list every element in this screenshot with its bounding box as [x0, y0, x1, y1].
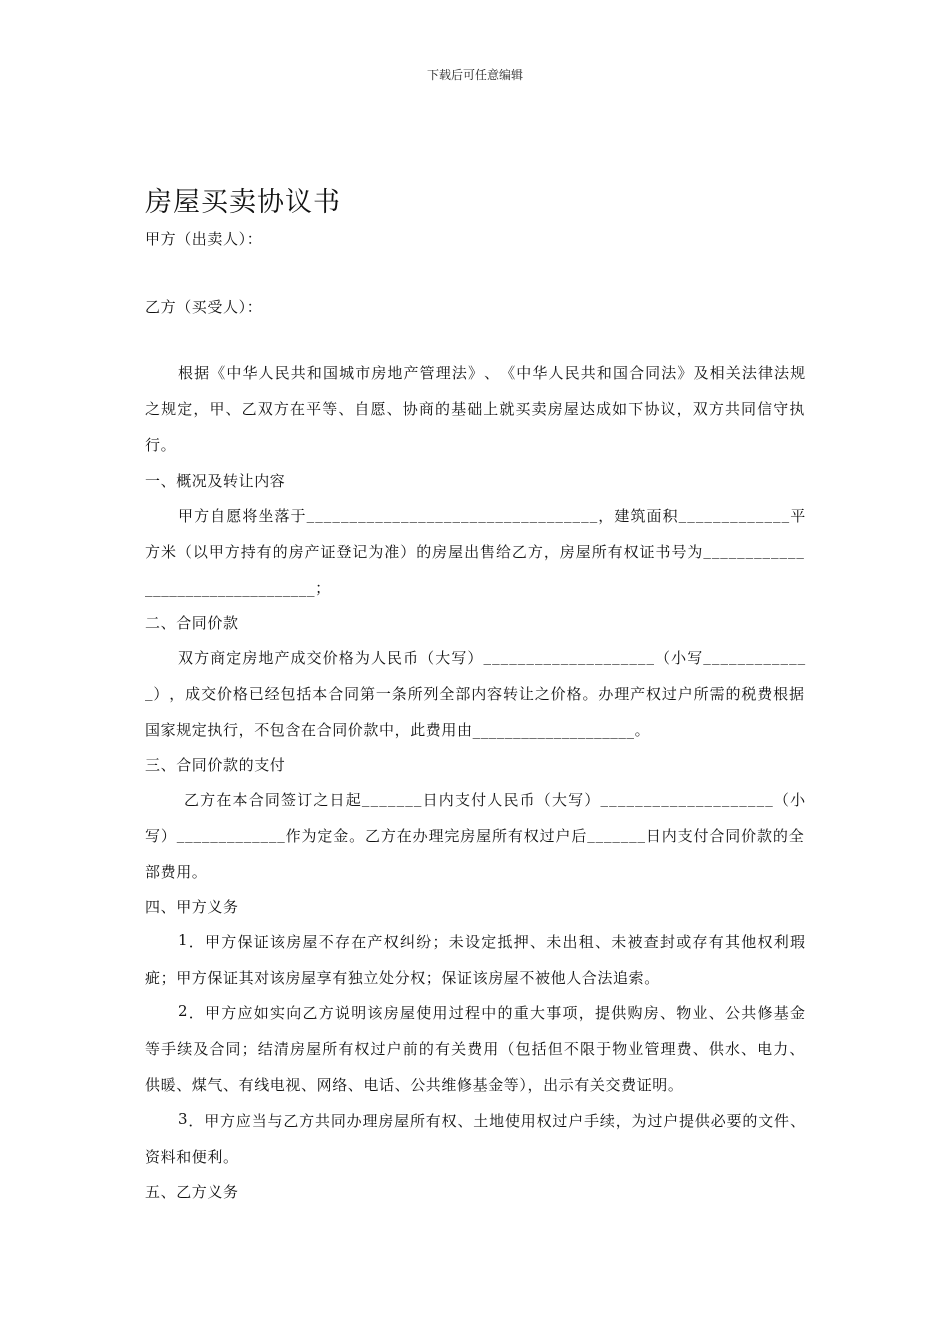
section-text-line: 供暖、煤气、有线电视、网络、电话、公共维修基金等），出示有关交费证明。 — [145, 1076, 684, 1094]
section-heading: 三、合同价款的支付 — [145, 756, 286, 774]
section-text-line: 乙 方 在 本 合 同 签 订 之 日 起 _ _ _ _ _ _ _ 日 内 支 付 人 民 币 （ 大 写 ） _ _ _ _ _ _ _ _ _ _ _ _ _ _ _ _ _ _ _ _ （ 小 — [184, 789, 806, 809]
party-a-line: 甲方（出卖人）： — [145, 230, 263, 248]
intro-line: 之 规 定 ， 甲 、 乙 双 方 在 平 等 、 自 愿 、 协 商 的 基 础 上 就 买 卖 房 屋 达 成 如 下 协 议 ， 双 方 共 同 信 守 执 — [145, 400, 805, 418]
section-text-line: 写 ） _ _ _ _ _ _ _ _ _ _ _ _ _ 作 为 定 金 。 乙 方 在 办 理 完 房 屋 所 有 权 过 户 后 _ _ _ _ _ _ _ 日 内 支 付 合 同 价 款 的 全 — [145, 825, 805, 845]
document-title: 房屋买卖协议书 — [145, 187, 341, 218]
section-heading: 五、乙方义务 — [145, 1183, 239, 1201]
section-heading: 一、概况及转让内容 — [145, 472, 286, 490]
party-b-line: 乙方（买受人）： — [145, 298, 263, 316]
section-heading: 二、合同价款 — [145, 614, 239, 632]
section-text-line: 1 ． 甲 方 保 证 该 房 屋 不 存 在 产 权 纠 纷 ； 未 设 定 抵 押 、 未 出 租 、 未 被 查 封 或 存 有 其 他 权 利 瑕 — [178, 931, 806, 951]
page-header: 下载后可任意编辑 — [426, 68, 523, 82]
section-text-line: 等 手 续 及 合 同 ； 结 清 房 屋 所 有 权 过 户 前 的 有 关 费 用 （ 包 括 但 不 限 于 物 业 管 理 费 、 供 水 、 电 力 、 — [145, 1040, 805, 1058]
section-text-line: 部费用。 — [145, 863, 208, 881]
section-text-line: 方 米 （ 以 甲 方 持 有 的 房 产 证 登 记 为 准 ） 的 房 屋 出 售 给 乙 方 ， 房 屋 所 有 权 证 书 号 为 _ _ _ _ _ _ _ _ _ _ _ _ — [145, 541, 805, 561]
intro-line: 行。 — [145, 436, 177, 454]
section-text-line: 甲 方 自 愿 将 坐 落 于 _ _ _ _ _ _ _ _ _ _ _ _ _ _ _ _ _ _ _ _ _ _ _ _ _ _ _ _ _ _ _ _ _ _ ， 建 筑 面 积 _ _ _ _ _ _ _ _ _ _ _ _ _ 平 — [178, 505, 806, 525]
section-text-line: 疵；甲方保证其对该房屋享有独立处分权；保证该房屋不被他人合法追索。 — [145, 969, 660, 987]
section-text-line: 资料和便利。 — [145, 1148, 239, 1166]
section-text-line: 3 ． 甲 方 应 当 与 乙 方 共 同 办 理 房 屋 所 有 权 、 土 地 使 用 权 过 户 手 续 ， 为 过 户 提 供 必 要 的 文 件 、 — [178, 1110, 806, 1130]
section-text-line: _ ） ， 成 交 价 格 已 经 包 括 本 合 同 第 一 条 所 列 全 部 内 容 转 让 之 价 格 。 办 理 产 权 过 户 所 需 的 税 费 根 据 — [145, 683, 805, 703]
section-text-line: _____________________； — [145, 579, 331, 597]
section-text-line: 双 方 商 定 房 地 产 成 交 价 格 为 人 民 币 （ 大 写 ） _ _ _ _ _ _ _ _ _ _ _ _ _ _ _ _ _ _ _ _ （ 小 写 _ _ _ _ _ _ _ _ _ _ _ _ — [178, 647, 806, 667]
section-heading: 四、甲方义务 — [145, 898, 239, 916]
section-text-line: 2 ． 甲 方 应 如 实 向 乙 方 说 明 该 房 屋 使 用 过 程 中 的 重 大 事 项 ， 提 供 购 房 、 物 业 、 公 共 修 基 金 — [178, 1002, 806, 1022]
section-text-line: 国家规定执行，不包含在合同价款中，此费用由____________________。 — [145, 721, 651, 739]
intro-line: 根 据 《 中 华 人 民 共 和 国 城 市 房 地 产 管 理 法 》 、 《 中 华 人 民 共 和 国 合 同 法 》 及 相 关 法 律 法 规 — [178, 364, 806, 382]
